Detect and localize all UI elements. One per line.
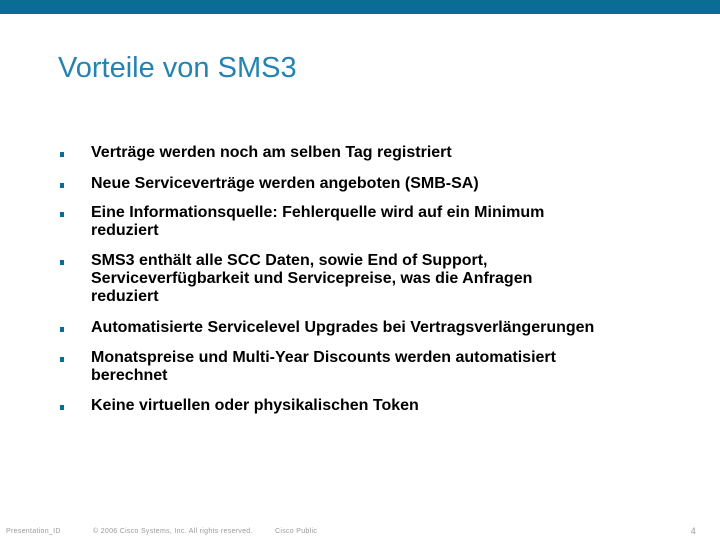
bullet-text: Eine Informationsquelle: Fehlerquelle wird auf ein Minimum reduziert xyxy=(91,204,545,239)
top-accent-bar xyxy=(0,0,720,14)
bullet-text: Keine virtuellen oder physikalischen Token xyxy=(91,397,419,414)
bullet-item xyxy=(60,319,680,337)
bullet-item xyxy=(60,175,680,193)
bullet-text: Neue Serviceverträge werden angeboten (SMB-SA) xyxy=(91,175,479,192)
bullet-list xyxy=(60,140,680,415)
bullet-square-icon xyxy=(60,405,64,410)
footer-classification: Cisco Public xyxy=(275,528,318,535)
bullet-text: SMS3 enthält alle SCC Daten, sowie End of Support, Serviceverfügbarkeit und Servicepreise, was die Anfragen reduziert xyxy=(91,252,533,305)
bullet-square-icon xyxy=(60,260,64,265)
bullet-square-icon xyxy=(60,357,64,362)
footer-copyright: © 2006 Cisco Systems, Inc. All rights reserved. xyxy=(93,528,253,535)
bullet-square-icon xyxy=(60,183,64,188)
bullet-square-icon xyxy=(60,152,64,157)
bullet-item xyxy=(60,204,680,240)
footer-page-number: 4 xyxy=(690,526,696,536)
bullet-square-icon xyxy=(60,212,64,217)
bullet-item xyxy=(60,349,680,385)
footer-presentation-id: Presentation_ID xyxy=(6,528,61,535)
slide-title: Vorteile von SMS3 xyxy=(58,52,297,84)
bullet-item xyxy=(60,397,680,415)
bullet-text: Verträge werden noch am selben Tag registriert xyxy=(91,144,452,161)
bullet-text: Automatisierte Servicelevel Upgrades bei Vertragsverlängerungen xyxy=(91,319,595,336)
bullet-item xyxy=(60,252,680,306)
bullet-square-icon xyxy=(60,327,64,332)
bullet-text: Monatspreise und Multi-Year Discounts werden automatisiert berechnet xyxy=(91,349,556,384)
bullet-item xyxy=(60,144,680,162)
